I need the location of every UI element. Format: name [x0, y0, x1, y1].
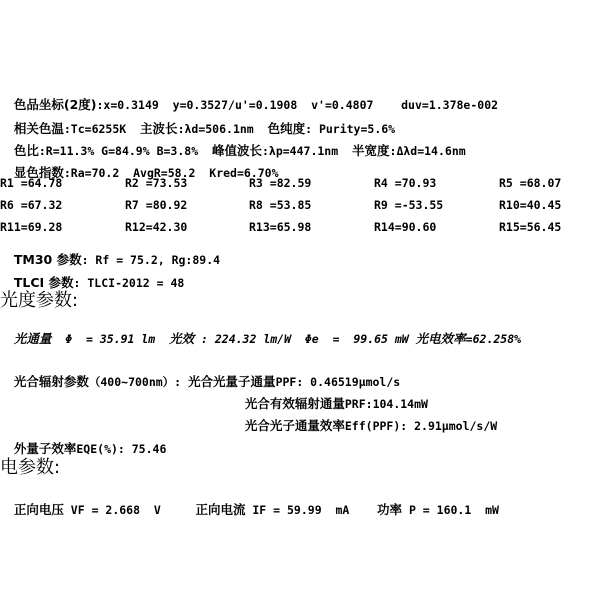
r-cell: R10=40.45 — [499, 198, 562, 212]
r-cell: R3 =82.59 — [249, 176, 312, 190]
ppf-value: PPF: 0.46519μmol/s — [275, 375, 401, 389]
tlci-line — [0, 262, 184, 290]
fwhm-value: :Δλd=14.6nm — [389, 144, 466, 158]
cct-value: :Tc=6255K — [63, 122, 141, 136]
dominant-wavelength-value: :λd=506.1nm — [177, 122, 268, 136]
power-value: P = 160.1 mW — [402, 503, 499, 517]
vf-label: 正向电压 — [13, 502, 64, 517]
if-label: 正向电流 — [195, 502, 246, 517]
power-label: 功率 — [377, 502, 403, 517]
electrical-line — [0, 489, 499, 517]
photoelectric-efficiency-label: 光电效率 — [415, 331, 466, 346]
cri-value: :Ra=70.2 AvgR=58.2 Kred=6.70% — [63, 166, 279, 180]
ratio-value: :R=11.3% G=84.9% B=3.8% — [38, 144, 212, 158]
tlci-label: TLCI 参数 — [13, 275, 74, 290]
flux-value: Φ = 35.91 lm — [51, 332, 170, 346]
r-cell: R7 =80.92 — [125, 198, 188, 212]
r-cell: R2 =73.53 — [125, 176, 188, 190]
coords-value: :x=0.3149 y=0.3527/u'=0.1908 v'=0.4807 duv=1.378e-002 — [96, 98, 499, 112]
prf-value: PRF:104.14mW — [344, 397, 428, 411]
r-cell: R9 =-53.55 — [374, 198, 444, 212]
photoelectric-efficiency-value: =62.258% — [465, 332, 522, 346]
photon-efficiency-value: Eff(PPF): 2.91μmol/s/W — [344, 419, 498, 433]
prf-label: 光合有效辐射通量 — [244, 396, 345, 411]
photometric-line — [0, 318, 521, 346]
r-cell: R5 =68.07 — [499, 176, 562, 190]
electrical-heading: 电参数: — [0, 457, 61, 478]
if-value: IF = 59.99 mA — [245, 503, 378, 517]
radiometric-range: （400~700nm）: — [88, 375, 189, 389]
fwhm-label: 半宽度 — [352, 143, 390, 158]
purity-label: 色纯度 — [267, 121, 306, 136]
flux-label: 光通量 — [13, 331, 52, 346]
tm30-value: : Rf = 75.2, Rg:89.4 — [81, 253, 221, 267]
photometric-heading: 光度参数: — [0, 290, 79, 311]
vf-value: VF = 2.668 V — [63, 503, 196, 517]
cri-label: 显色指数 — [13, 165, 64, 180]
efficacy-label: 光效 — [169, 331, 195, 346]
peak-label: 峰值波长 — [211, 143, 262, 158]
eqe-label: 外量子效率 — [13, 441, 77, 456]
dominant-wavelength-label: 主波长 — [140, 121, 178, 136]
peak-value: :λp=447.1nm — [261, 144, 352, 158]
cct-label: 相关色温 — [13, 121, 64, 136]
purity-value: : Purity=5.6% — [305, 122, 396, 136]
r-cell: R11=69.28 — [0, 220, 63, 234]
r-cell: R8 =53.85 — [249, 198, 312, 212]
ratio-label: 色比 — [13, 143, 39, 158]
coords-label: 色品坐标(2度) — [13, 97, 97, 112]
r-cell: R12=42.30 — [125, 220, 188, 234]
eqe-value: EQE(%): 75.46 — [76, 442, 167, 456]
photon-efficiency-line — [231, 405, 497, 433]
photon-efficiency-label: 光合光子通量效率 — [244, 418, 345, 433]
tlci-value: : TLCI-2012 = 48 — [73, 276, 185, 290]
tm30-label: TM30 参数 — [13, 252, 82, 267]
r-cell: R15=56.45 — [499, 220, 562, 234]
r-cell: R1 =64.78 — [0, 176, 63, 190]
r-cell: R14=90.60 — [374, 220, 437, 234]
efficacy-value: : 224.32 lm/W Φe = 99.65 mW — [194, 332, 416, 346]
r-cell: R6 =67.32 — [0, 198, 63, 212]
ppf-label: 光合光量子通量 — [188, 374, 276, 389]
r-cell: R4 =70.93 — [374, 176, 437, 190]
eqe-line — [0, 428, 166, 456]
r-cell: R13=65.98 — [249, 220, 312, 234]
radiometric-label: 光合辐射参数 — [13, 374, 89, 389]
